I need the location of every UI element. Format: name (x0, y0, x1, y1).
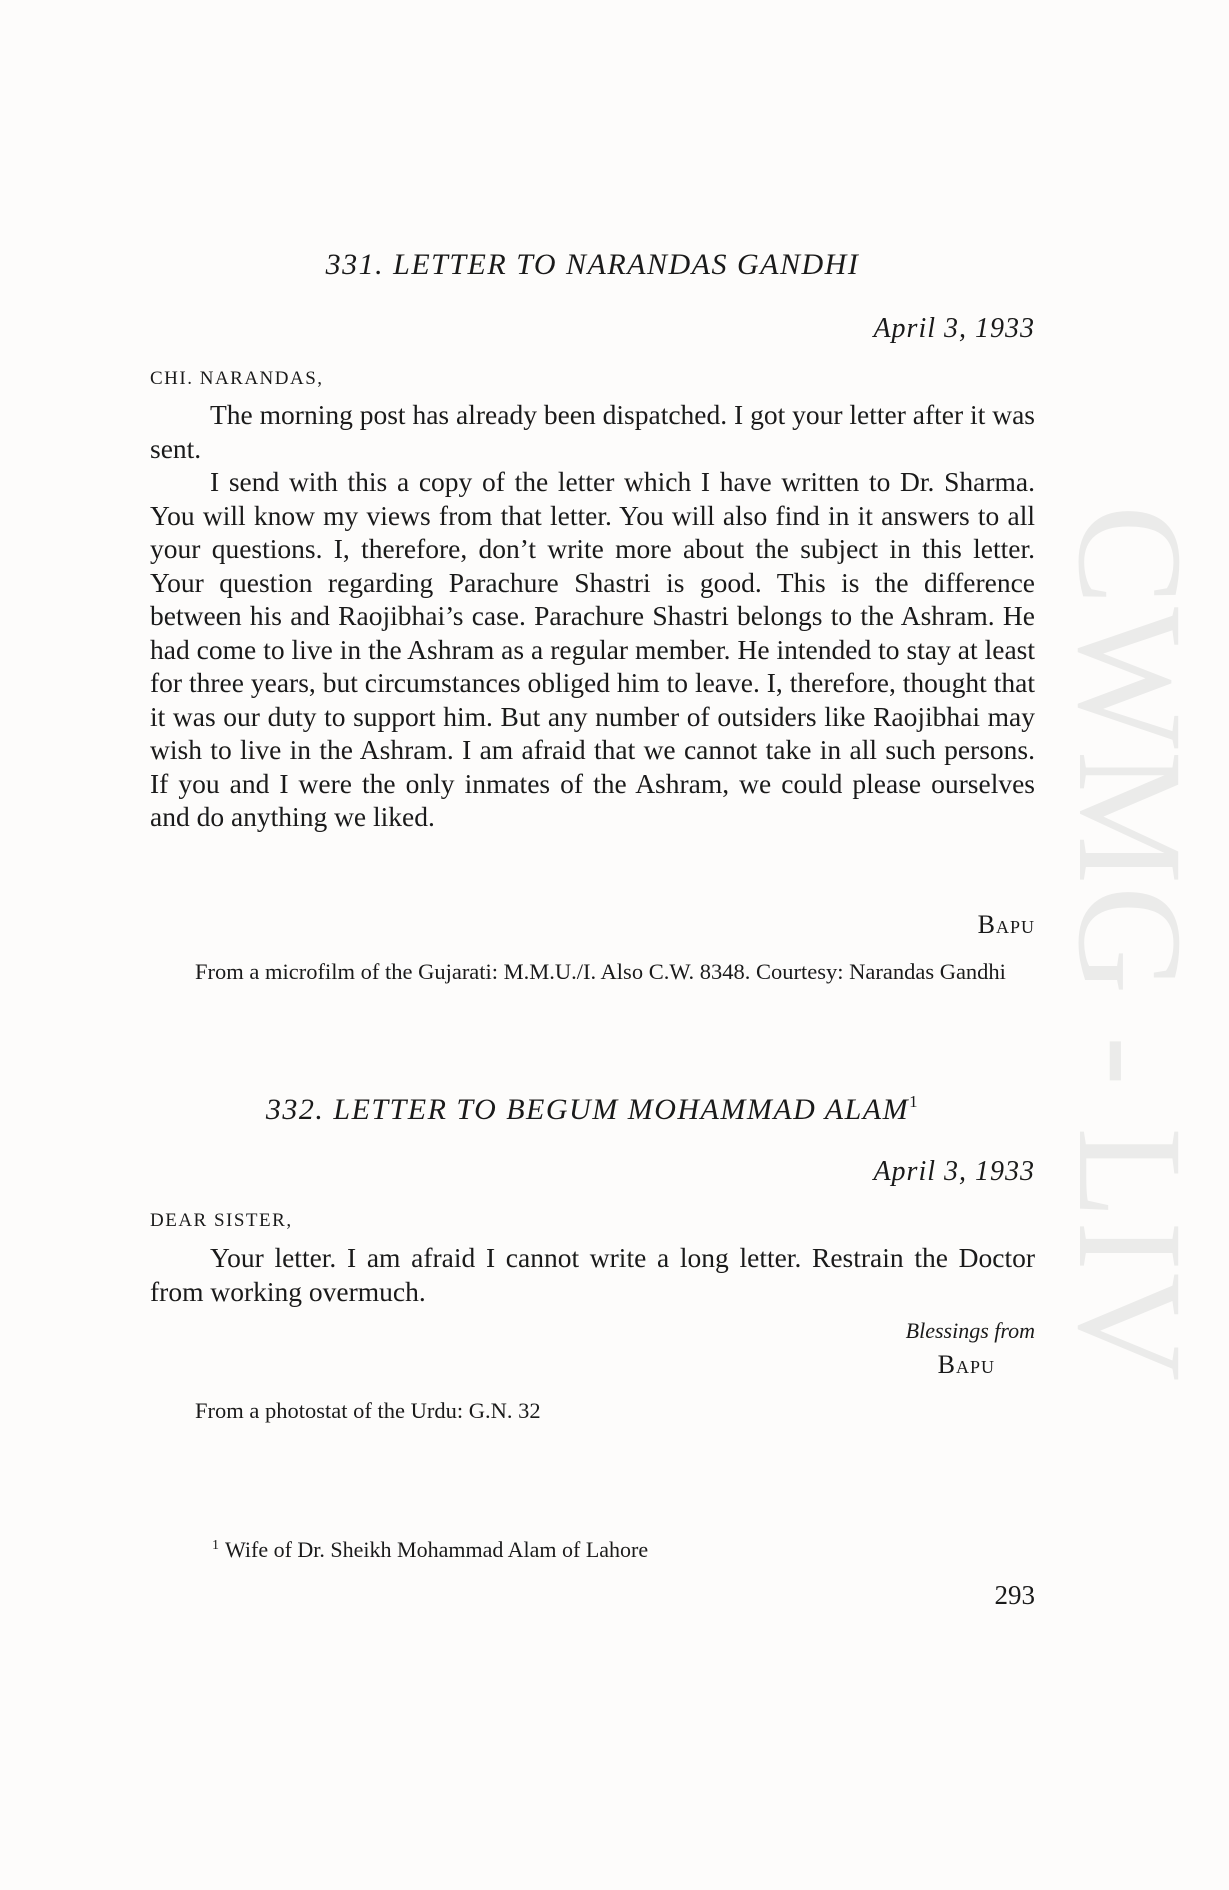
letter-332-source: From a photostat of the Urdu: G.N. 32 (195, 1398, 541, 1423)
footnote-mark: 1 (909, 1092, 920, 1111)
letter-332-body (150, 1241, 1035, 1308)
letter-332-signature: Bapu (937, 1350, 995, 1379)
letter-331-body (150, 398, 1035, 834)
letter-331-salutation: CHI. NARANDAS, (150, 368, 324, 389)
footnote-number: 1 (212, 1538, 219, 1553)
letter-331-date: April 3, 1933 (873, 313, 1035, 344)
watermark-text: CWMG - LIV (1047, 505, 1213, 1384)
letter-331-paragraph: The morning post has already been dispatched. I got your letter after it was sent. (150, 399, 1035, 464)
letter-332-paragraph: Your letter. I am afraid I cannot write a long letter. Restrain the Doctor from working overmuch. (150, 1242, 1035, 1307)
letter-332-title: 332. LETTER TO BEGUM MOHAMMAD ALAM$^1$ (265, 1092, 920, 1126)
letter-331-paragraph: I send with this a copy of the letter which I have written to Dr. Sharma. You will know my views from that letter. You will also find in it answers to all your questions. I, therefore, don’t write more about the subject in this letter. Your question regarding Parachure Shastri is good. This is the difference between his and Raojibhai’s case. Parachure Shastri belongs to the Ashram. He had come to live in the Ashram as a regular member. He intended to stay at least for three years, but circumstances obliged him to leave. I, therefore, thought that it was our duty to support him. But any number of outsiders like Raojibhai may wish to live in the Ashram. I am afraid that we cannot take in all such persons. If you and I were the only inmates of the Ashram, we could please ourselves and do anything we liked. (150, 466, 1035, 832)
watermark (1040, 505, 1213, 1405)
letter-331-title: 331. LETTER TO NARANDAS GANDHI (325, 248, 860, 281)
letter-332-closing: Blessings from (905, 1318, 1035, 1343)
page-number: 293 (994, 1580, 1035, 1610)
document-page (150, 0, 1035, 1890)
letter-332-salutation: DEAR SISTER, (150, 1210, 293, 1231)
letter-331-signature: Bapu (977, 910, 1035, 939)
letter-331-source: From a microfilm of the Gujarati: M.M.U./I. Also C.W. 8348. Courtesy: Narandas Gandhi (195, 959, 1006, 984)
footnote (212, 1537, 648, 1563)
footnote-text: Wife of Dr. Sheikh Mohammad Alam of Lahore (225, 1537, 649, 1562)
letter-332-date: April 3, 1933 (873, 1156, 1035, 1187)
